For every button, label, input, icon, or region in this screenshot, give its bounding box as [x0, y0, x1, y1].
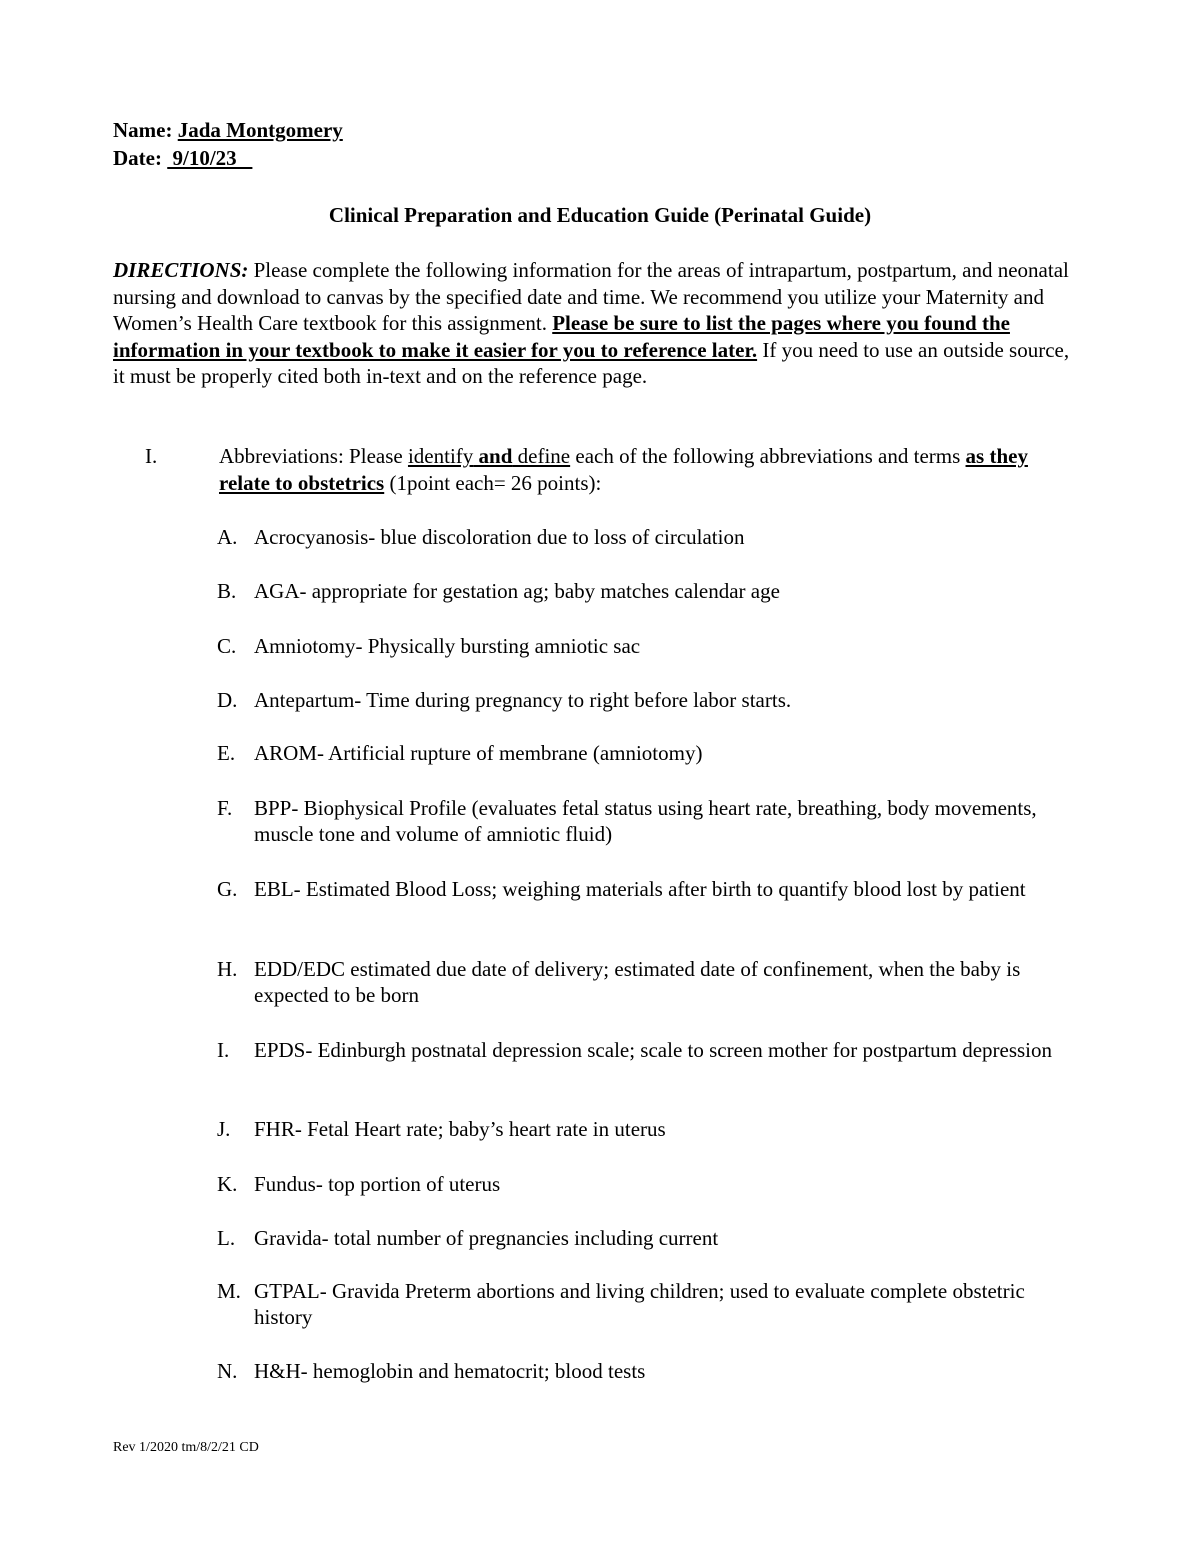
item-letter: N.: [217, 1359, 238, 1383]
section-text-2: each of the following abbreviations and terms: [570, 444, 966, 468]
section-instructions: [219, 443, 1065, 496]
name-value: Jada Montgomery: [177, 118, 343, 142]
item-letter: I.: [217, 1038, 230, 1062]
item-letter: L.: [217, 1226, 236, 1250]
item-letter: H.: [217, 957, 238, 981]
directions-emphasis: Please be sure to list the pages where you found the information in your textbook to make it easier for you to reference later.: [113, 311, 1010, 362]
document-title: Clinical Preparation and Education Guide (Perinatal Guide): [328, 203, 872, 227]
list-item: [217, 524, 1057, 550]
list-item: [217, 1037, 1057, 1063]
list-item: [217, 876, 1057, 902]
section-text-3: (1point each= 26 points):: [384, 470, 602, 495]
item-text: H&H- hemoglobin and hematocrit; blood tests: [254, 1359, 646, 1383]
item-letter: K.: [217, 1172, 238, 1196]
item-text: GTPAL- Gravida Preterm abortions and living children; used to evaluate complete obstetric history: [254, 1279, 1025, 1329]
item-text: FHR- Fetal Heart rate; baby’s heart rate in uterus: [254, 1117, 666, 1141]
directions-label: DIRECTIONS:: [113, 258, 249, 282]
list-item: [217, 956, 1057, 1008]
item-text: EBL- Estimated Blood Loss; weighing materials after birth to quantify blood lost by patient: [254, 877, 1026, 901]
item-text: Amniotomy- Physically bursting amniotic sac: [254, 634, 641, 658]
list-item: [217, 578, 1057, 604]
item-letter: F.: [217, 796, 233, 820]
list-item: [217, 1225, 1057, 1251]
item-letter: B.: [217, 579, 237, 603]
section-abbreviations: [145, 443, 1065, 496]
and-word: and: [473, 444, 513, 468]
item-letter: C.: [217, 634, 237, 658]
item-text: EPDS- Edinburgh postnatal depression scale; scale to screen mother for postpartum depression: [254, 1038, 1053, 1062]
date-line: [113, 145, 252, 171]
item-text: Antepartum- Time during pregnancy to right before labor starts.: [254, 688, 792, 712]
date-label: Date:: [113, 146, 162, 170]
define-word: define: [512, 444, 571, 468]
obstetrics-emphasis: as they relate to obstetrics: [219, 444, 1028, 495]
item-letter: A.: [217, 525, 238, 549]
item-letter: M.: [217, 1279, 241, 1303]
list-item: [217, 1278, 1057, 1330]
item-text: Fundus- top portion of uterus: [254, 1172, 501, 1196]
item-letter: J.: [217, 1117, 231, 1141]
list-item: [217, 633, 1057, 659]
item-text: BPP- Biophysical Profile (evaluates fetal status using heart rate, breathing, body movements, muscle tone and volume of amniotic fluid): [254, 796, 1037, 846]
directions-text-1: Please complete the following information for the areas of intrapartum, postpartum, and neonatal nursing and download to canvas by the specified date and time. We recommend you utilize your Maternity and Women’s Health Care textbook for this assignment.: [113, 258, 1069, 335]
revision-footer: Rev 1/2020 tm/8/2/21 CD: [113, 1440, 259, 1455]
name-label: Name:: [113, 118, 173, 142]
item-letter: D.: [217, 688, 238, 712]
name-line: [113, 117, 343, 143]
item-letter: E.: [217, 741, 236, 765]
directions-text-2: If you need to use an outside source, it must be properly cited both in-text and on the reference page.: [113, 337, 1070, 388]
item-text: Gravida- total number of pregnancies including current: [254, 1226, 719, 1250]
item-letter: G.: [217, 877, 238, 901]
date-value: 9/10/23: [167, 146, 253, 170]
directions-paragraph: [113, 257, 1083, 390]
list-item: [217, 795, 1057, 847]
identify-word: identify: [407, 444, 474, 468]
list-item: [217, 1116, 1057, 1142]
item-text: EDD/EDC estimated due date of delivery; estimated date of confinement, when the baby is expected to be born: [254, 957, 1021, 1007]
list-item: [217, 1358, 1057, 1384]
list-item: [217, 740, 1057, 766]
item-text: AGA- appropriate for gestation ag; baby matches calendar age: [254, 579, 780, 603]
list-item: [217, 687, 1057, 713]
section-text-1: Abbreviations: Please: [219, 444, 408, 468]
list-item: [217, 1171, 1057, 1197]
item-text: Acrocyanosis- blue discoloration due to loss of circulation: [254, 525, 745, 549]
item-text: AROM- Artificial rupture of membrane (amniotomy): [254, 741, 703, 765]
section-number: I.: [145, 444, 158, 468]
